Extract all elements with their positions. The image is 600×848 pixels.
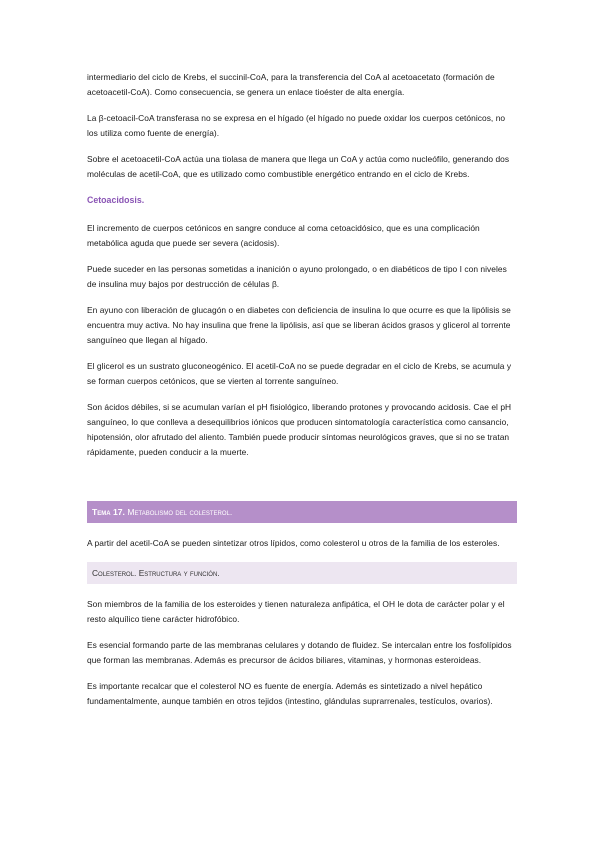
page-content: [87, 70, 517, 720]
section-title: Colesterol. Estructura y función.: [92, 568, 220, 578]
theme-number: Tema 17.: [92, 507, 125, 517]
paragraph-cetoacidosis-1: El incremento de cuerpos cetónicos en sangre conduce al coma cetoacidósico, que es una complicación metabólica aguda que puede ser severa (acidosis).: [87, 223, 480, 248]
paragraph-colesterol-1: Son miembros de la familia de los esteroides y tienen naturaleza anfipática, el OH le dota de carácter polar y el resto alquílico tiene carácter hidrofóbico.: [87, 599, 505, 624]
paragraph-cetoacidosis-4: El glicerol es un sustrato gluconeogénico. El acetil-CoA no se puede degradar en el ciclo de Krebs, se acumula y se forman cuerpos cetónicos, que se vierten al torrente sanguíneo.: [87, 361, 512, 386]
paragraph-tiolasa: Sobre el acetoacetil-CoA actúa una tiolasa de manera que llega un CoA y actúa como nucleófilo, generando dos moléculas de acetil-CoA, que es utilizado como combustible energético entrando en el ciclo de Krebs.: [87, 154, 510, 179]
paragraph-cetoacidosis-5: Son ácidos débiles, si se acumulan varían el pH fisiológico, liberando protones y provocando acidosis. Cae el pH sanguíneo, lo que conlleva a desequilibrios iónicos que producen sintomatología característica como cansancio, hipotensión, olor afrutado del aliento. También puede producir síntomas neurológicos graves, que si no se tratan rápidamente, pueden conducir a la muerte.: [87, 402, 512, 457]
theme-heading-bar: [87, 501, 517, 523]
section-heading-bar: [87, 562, 517, 584]
paragraph-theme-intro: A partir del acetil-CoA se pueden sintetizar otros lípidos, como colesterol u otros de la familia de los esteroles.: [87, 538, 500, 548]
theme-title: Metabolismo del colesterol.: [127, 507, 233, 517]
subheading-cetoacidosis: Cetoacidosis.: [87, 195, 145, 205]
paragraph-colesterol-3: Es importante recalcar que el colesterol NO es fuente de energía. Además es sintetizado a nivel hepático fundamentalmente, aunque también en otros tejidos (intestino, glándulas suprarrenales, testículos, ovarios).: [87, 681, 493, 706]
paragraph-cetoacidosis-3: En ayuno con liberación de glucagón o en diabetes con deficiencia de insulina lo que ocurre es que la lipólisis se encuentra muy activa. No hay insulina que frene la lipólisis, así que se liberan ácidos grasos y glicerol al torrente sanguíneo que llegan al hígado.: [87, 305, 511, 345]
paragraph-krebs-intermediate: intermediario del ciclo de Krebs, el succinil-CoA, para la transferencia del CoA al acetoacetato (formación de acetoacetil-CoA). Como consecuencia, se genera un enlace tioéster de alta energía.: [87, 72, 495, 97]
paragraph-cetoacidosis-2: Puede suceder en las personas sometidas a inanición o ayuno prolongado, o en diabéticos de tipo I con niveles de insulina muy bajos por destrucción de células β.: [87, 264, 507, 289]
paragraph-colesterol-2: Es esencial formando parte de las membranas celulares y dotando de fluidez. Se intercalan entre los fosfolípidos que forman las membranas. Además es precursor de ácidos biliares, vitaminas, y hormonas esteroideas.: [87, 640, 512, 665]
paragraph-transferase: La β-cetoacil-CoA transferasa no se expresa en el hígado (el hígado no puede oxidar los cuerpos cetónicos, no los utiliza como fuente de energía).: [87, 113, 506, 138]
